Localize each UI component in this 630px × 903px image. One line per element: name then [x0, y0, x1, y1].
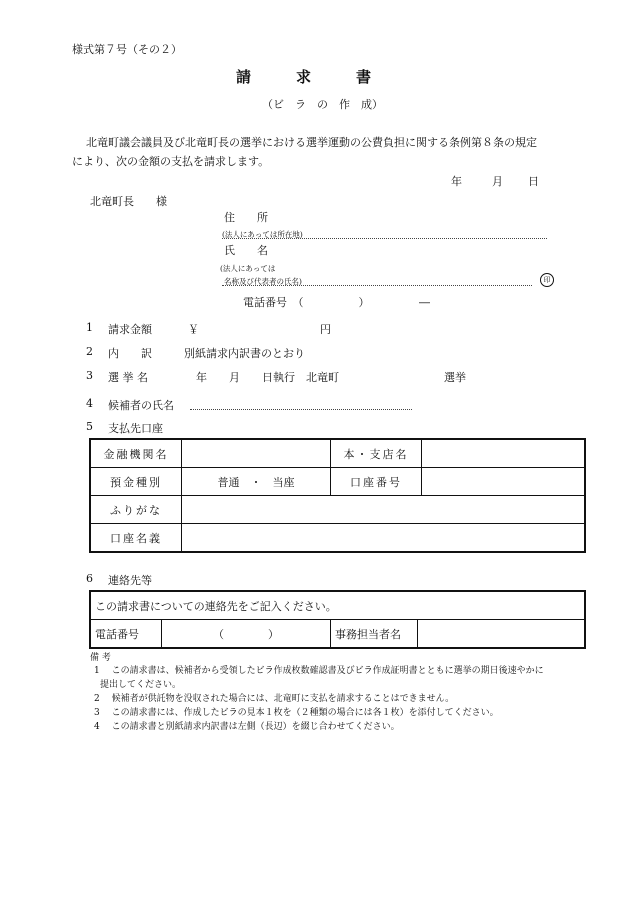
bank-account-table — [89, 438, 586, 553]
addressee: 北竜町長 様 — [90, 195, 167, 208]
bank-branch-label: 本・支店名 — [331, 439, 422, 468]
item-5-num: 5 — [86, 420, 93, 433]
note-4: 4 この請求書と別紙請求内訳書は左側（長辺）を綴じ合わせてください。 — [94, 722, 400, 732]
item-3-value: 年 月 日執行 北竜町 — [196, 371, 339, 384]
furigana-field[interactable] — [182, 496, 586, 524]
page-subtitle: （ビ ラ の 作 成） — [262, 98, 383, 111]
contact-staff-label: 事務担当者名 — [331, 620, 418, 649]
item-3-suffix: 選挙 — [444, 371, 466, 384]
note-1a: 1 この請求書は、候補者から受領したビラ作成枚数確認書及びビラ作成証明書とともに選挙の期日後速やかに — [94, 666, 544, 676]
bank-institution-label: 金融機関名 — [90, 439, 182, 468]
item-1-suffix: 円 — [320, 323, 331, 336]
item-4-num: 4 — [86, 397, 93, 410]
date-month: 月 — [492, 175, 503, 188]
address-note: (法人にあっては所在地) — [222, 230, 303, 239]
address-label: 住 所 — [224, 211, 268, 224]
form-number: 様式第７号（その２） — [72, 43, 182, 56]
page-title: 請 求 書 — [236, 68, 372, 86]
intro-line-2: により、次の金額の支払を請求します。 — [72, 155, 270, 168]
item-1-yen: ￥ — [188, 323, 199, 336]
item-1-num: 1 — [86, 321, 93, 334]
intro-line-1: 北竜町議会議員及び北竜町長の選挙における選挙運動の公費負担に関する条例第８条の規定 — [86, 136, 537, 149]
item-2-num: 2 — [86, 345, 93, 358]
deposit-type-label: 預金種別 — [90, 468, 182, 496]
name-label: 氏 名 — [224, 244, 268, 257]
name-note-2: 名称及び代表者の氏名) — [224, 277, 302, 286]
account-number-label: 口座番号 — [331, 468, 422, 496]
account-name-label: 口座名義 — [90, 524, 182, 553]
candidate-name-line[interactable] — [190, 409, 412, 410]
account-number-field[interactable] — [422, 468, 586, 496]
contact-table — [89, 590, 586, 649]
date-day: 日 — [528, 175, 539, 188]
name-note-1: (法人にあっては — [220, 264, 276, 273]
section-6-label: 連絡先等 — [108, 574, 152, 587]
item-2-value: 別紙請求内訳書のとおり — [184, 347, 305, 360]
contact-phone-label: 電話番号 — [90, 620, 162, 649]
applicant-phone: 電話番号 （ ） ― — [243, 296, 430, 309]
item-2-label: 内 訳 — [108, 347, 152, 360]
item-3-num: 3 — [86, 369, 93, 382]
item-3-label: 選 挙 名 — [108, 371, 148, 384]
address-line[interactable] — [222, 238, 547, 239]
item-5-label: 支払先口座 — [108, 422, 163, 435]
note-2: 2 候補者が供託物を没収された場合には、北竜町に支払を請求することはできません。 — [94, 694, 455, 704]
seal-mark: 印 — [540, 273, 554, 287]
account-name-field[interactable] — [182, 524, 586, 553]
note-1b: 提出してください。 — [100, 680, 182, 690]
notes-heading: 備 考 — [90, 653, 111, 663]
bank-institution-field[interactable] — [182, 439, 331, 468]
note-3: 3 この請求書には、作成したビラの見本１枚を（２種類の場合には各１枚）を添付してください。 — [94, 708, 499, 718]
contact-header: この請求書についての連絡先をご記入ください。 — [90, 591, 585, 620]
name-line[interactable] — [222, 285, 532, 286]
section-6-num: 6 — [86, 572, 93, 585]
item-4-label: 候補者の氏名 — [108, 399, 174, 412]
contact-staff-field[interactable] — [418, 620, 586, 649]
contact-phone-field[interactable]: （ ） — [162, 620, 331, 649]
item-1-label: 請求金額 — [108, 323, 152, 336]
furigana-label: ふりがな — [90, 496, 182, 524]
deposit-type-value[interactable]: 普通 ・ 当座 — [182, 468, 331, 496]
bank-branch-field[interactable] — [422, 439, 586, 468]
date-year: 年 — [451, 175, 462, 188]
